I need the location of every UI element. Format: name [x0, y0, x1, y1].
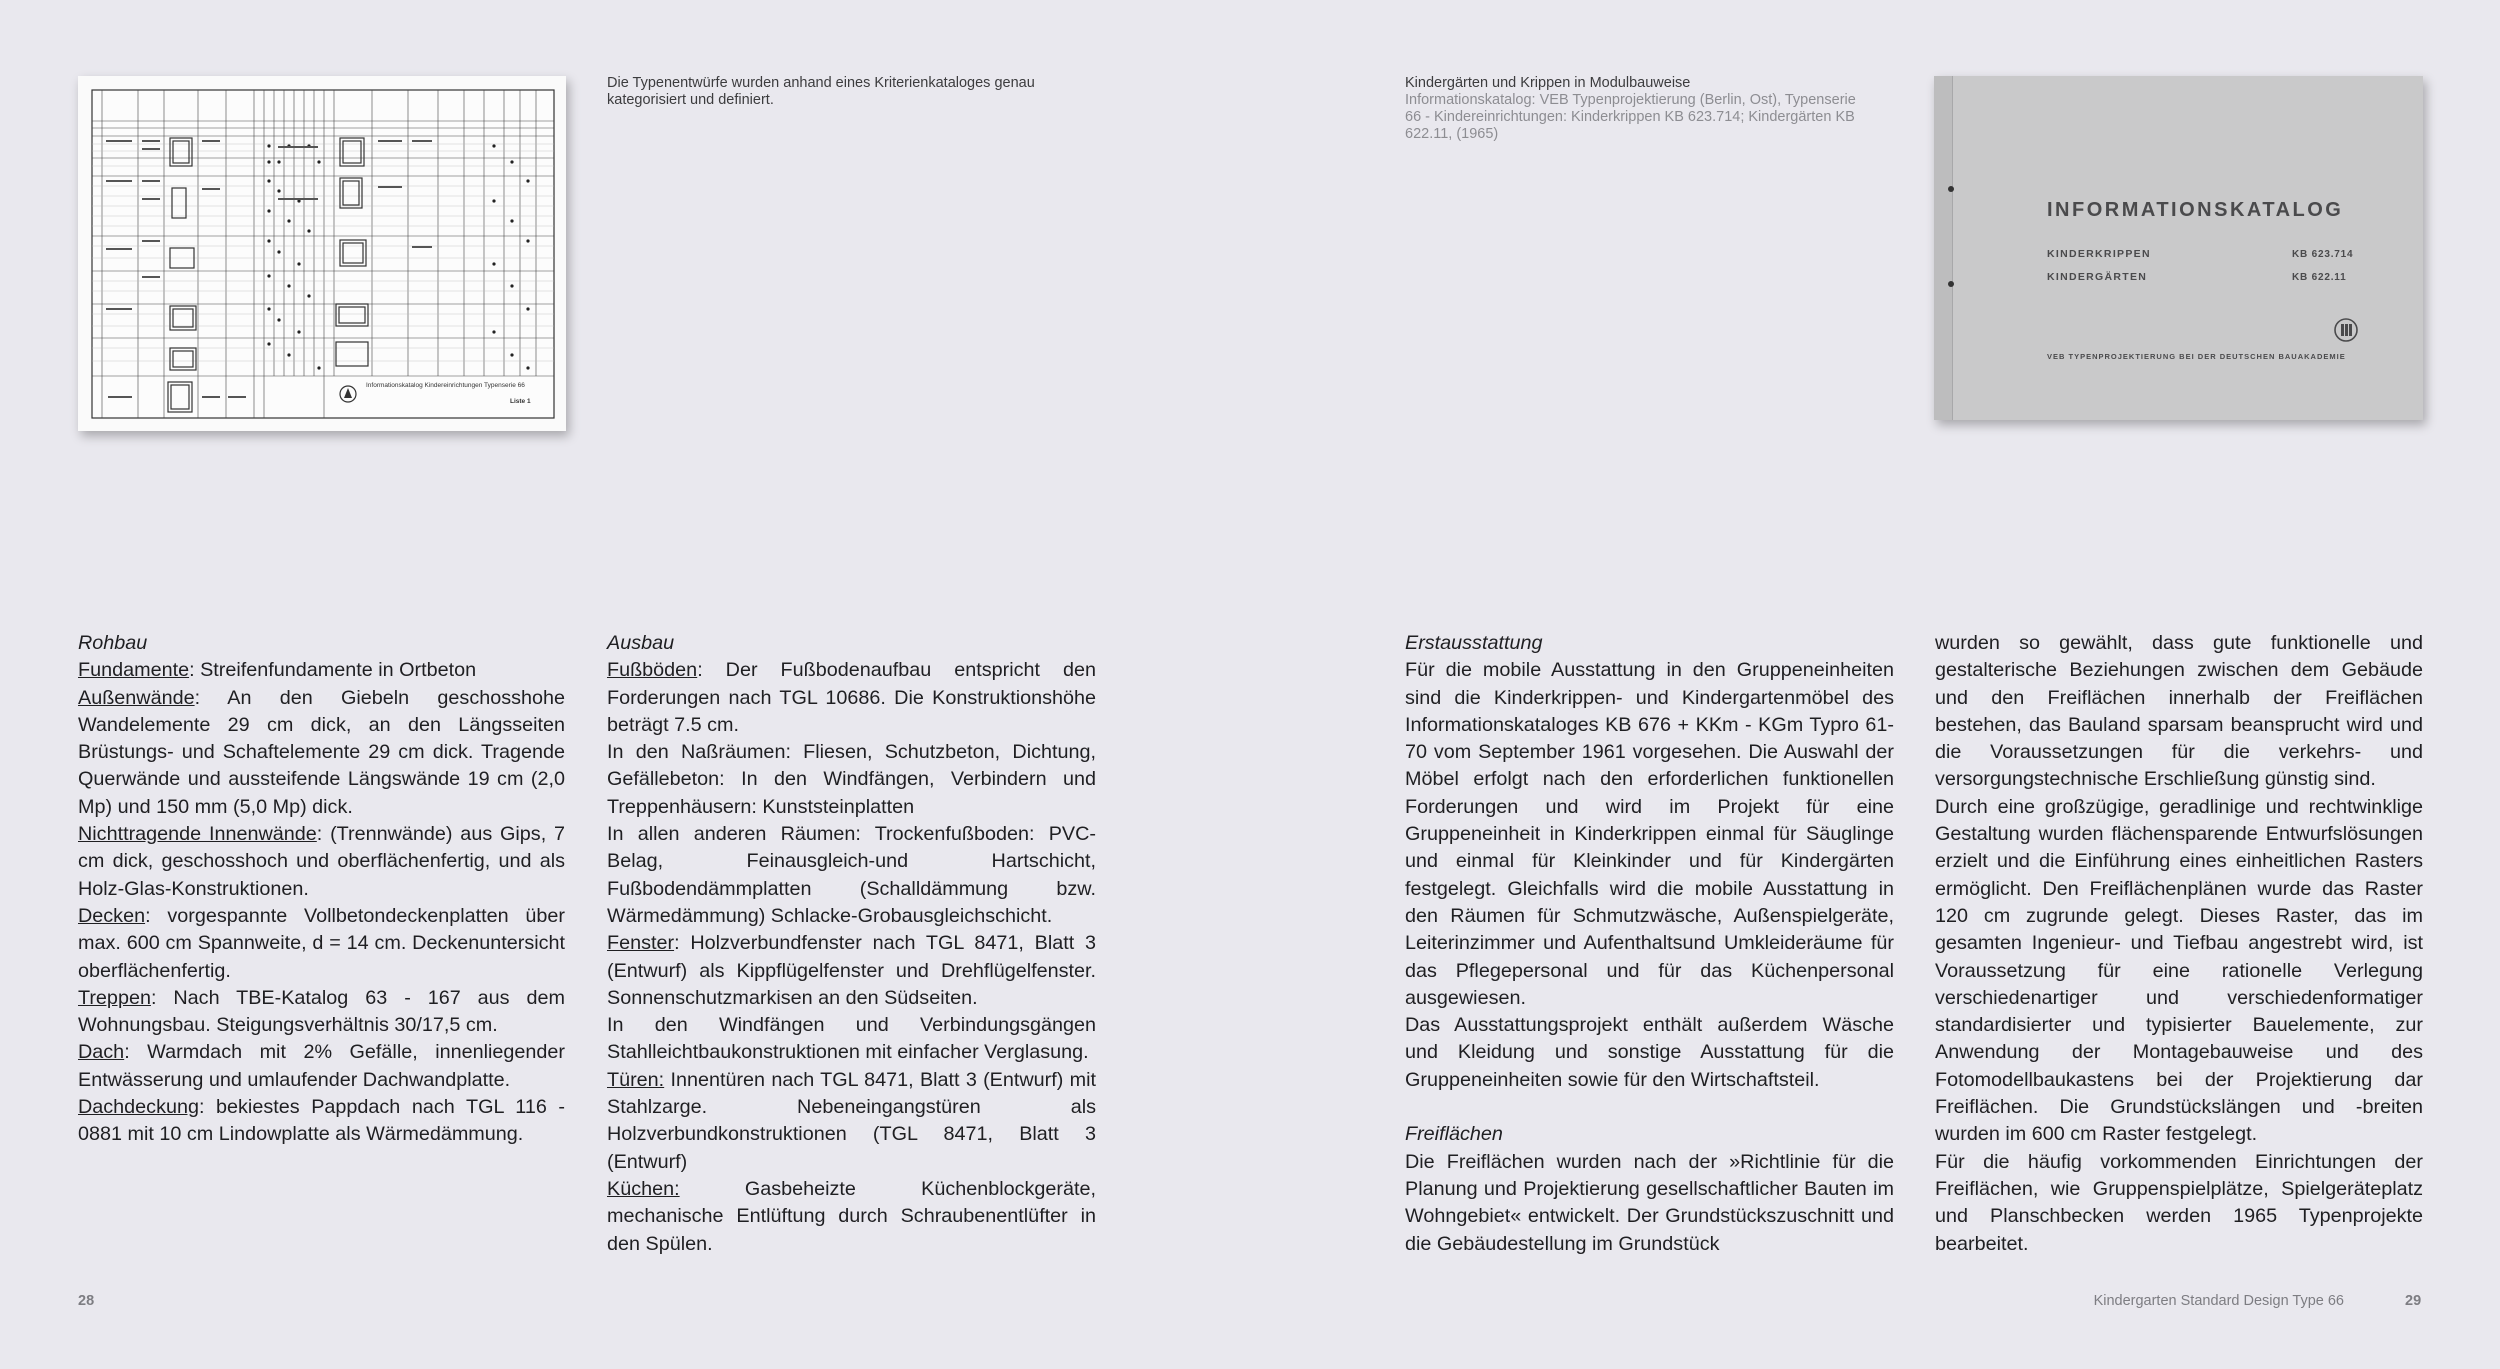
- erstausstattung-paragraph: Für die mobile Ausstattung in den Gruppeneinheiten sind die Kinderkrippen- und Kindergartenmöbel des Informationskataloges KB 676 + KKm - KGm Typro 61-70 vom September 1961 vorgesehen. Die Auswahl der Möbel erfolgt nach den erforderlichen funktionellen Forderungen und wird im Projekt für eine Gruppeneinheit in Kinderkrippen einmal für Säuglinge und einmal für Kleinkinder und für Kindergärten festgelegt. Gleichfalls wird die mobile Ausstattung in den Räumen für Schmutzwäsche, Außenspielgeräte, Leiterinzimmer und Aufenthaltsund Umkleideräume für das Pflegepersonal und für das Küchenpersonal ausgewiesen.: [1405, 659, 1894, 1009]
- spec-item: [607, 1067, 1096, 1176]
- spec-item: [607, 821, 1096, 930]
- catalog-row1-label: KINDERKRIPPEN: [2047, 248, 2151, 260]
- table-footer-text: Informationskatalog Kindereinrichtungen Typenserie 66: [366, 382, 525, 389]
- catalog-cover-photo: [1934, 76, 2423, 420]
- spec-text: : Warmdach mit 2% Gefälle, innenliegender Entwässerung und umlaufender Dachwandplatte.: [78, 1041, 565, 1091]
- spec-text: : Streifenfundamente in Ortbeton: [189, 659, 477, 682]
- spec-item: [78, 685, 565, 821]
- spec-term: Dachdeckung: [78, 1096, 199, 1119]
- catalog-row2-label: KINDERGÄRTEN: [2047, 271, 2148, 283]
- spec-text: : Holzverbundfenster nach TGL 8471, Blatt 3 (Entwurf) als Kippflügelfenster und Drehflügelfenster. Sonnenschutzmarkisen an den Südseiten.: [607, 932, 1096, 1009]
- publisher-emblem-icon: [2332, 316, 2360, 344]
- spec-text: : bekiestes Pappdach nach TGL 116 - 0881 mit 10 cm Lindowplatte als Wärmedämmung.: [78, 1096, 565, 1146]
- rohbau-section: [78, 630, 565, 1149]
- freiflaechen-intro: Die Freiflächen wurden nach der »Richtlinie für die Planung und Projektierung gesellschaftlicher Bauten im Wohngebiet« entwickelt. Der Grundstückszuschnitt und die Gebäudestellung im Grundstück: [1405, 1150, 1894, 1255]
- freiflaechen-heading: Freiflächen: [1405, 1123, 1503, 1146]
- rohbau-items: [78, 657, 565, 1148]
- rohbau-heading: Rohbau: [78, 632, 148, 654]
- spec-term: Treppen: [78, 986, 151, 1009]
- table-sheet-label: Liste 1: [510, 398, 531, 405]
- ausbau-items: [607, 657, 1096, 1258]
- ausbau-heading: Ausbau: [607, 632, 675, 654]
- spec-text: : (Trennwände) aus Gips, 7 cm dick, geschosshoch und oberflächenfertig, und als Holz-Glas-Konstruktionen.: [78, 823, 566, 900]
- criteria-table-drawing: [78, 76, 566, 431]
- spec-text: In den Naßräumen: Fliesen, Schutzbeton, Dichtung, Gefällebeton: In den Windfängen, Verbindern und Treppenhäusern: Kunststeinplatten: [607, 741, 1096, 818]
- catalog-row1-code: KB 623.714: [2292, 249, 2354, 260]
- spec-term: Fenster: [607, 932, 675, 955]
- spec-term: Nichttragende Innenwände: [78, 823, 317, 846]
- erstausstattung-section: [1405, 630, 1894, 1258]
- spec-item: [78, 903, 565, 985]
- spec-term: Türen:: [607, 1068, 665, 1091]
- erstausstattung-paragraph: Das Ausstattungsprojekt enthält außerdem Wäsche und Kleidung und sonstige Ausstattung für die Gruppeneinheiten sowie für den Wirtschaftsteil.: [1405, 1014, 1894, 1091]
- criteria-table-photo: [78, 76, 566, 431]
- catalog-caption: [1405, 75, 1875, 143]
- spec-term: Außenwände: [78, 686, 195, 709]
- spec-item: [607, 1176, 1096, 1258]
- catalog-publisher: VEB TYPENPROJEKTIERUNG BEI DER DEUTSCHEN BAUAKADEMIE: [2047, 352, 2346, 361]
- binding-hole-icon: [1948, 186, 1954, 192]
- page-number-right: 29: [2405, 1293, 2422, 1309]
- spec-item: [78, 1039, 565, 1094]
- spec-term: Fundamente: [78, 659, 190, 682]
- freiflaechen-paragraph: Für die häufig vorkommenden Einrichtungen der Freiflächen, wie Gruppenspielplätze, Spielgeräteplatz und Planschbecken werden 1965 Typenprojekte bearbeitet.: [1935, 1150, 2423, 1255]
- spec-item: [607, 739, 1096, 821]
- spec-text: : vorgespannte Vollbetondeckenplatten über max. 600 cm Spannweite, d = 14 cm. Deckenuntersicht oberflächenfertig.: [78, 904, 565, 982]
- spec-text: Gasbeheizte Küchenblockgeräte, mechanische Entlüftung durch Schraubenentlüfter in den Spülen.: [607, 1177, 1096, 1255]
- catalog-caption-title: Kindergärten und Krippen in Modulbauweise: [1405, 75, 1691, 91]
- erstausstattung-heading: Erstausstattung: [1405, 632, 1543, 654]
- ausbau-section: [607, 630, 1096, 1258]
- spec-term: Küchen:: [607, 1177, 680, 1200]
- spec-term: Decken: [78, 904, 146, 927]
- spec-term: Fußböden: [607, 659, 698, 682]
- spec-item: [607, 1012, 1096, 1067]
- freiflaechen-paragraph: Durch eine großzügige, geradlinige und rechtwinklige Gestaltung wurden flächensparende Entwurfslösungen erzielt und die Einführung eines einheitlichen Rasters ermöglicht. Den Freiflächenplänen wurde das Raster 120 cm zugrunde gelegt. Dieses Raster, das im gesamten Ingenieur- und Tiefbau angestrebt wird, ist Voraussetzung für eine rationelle Verlegung verschiedenartiger und verschiedenformatiger standardisierter und typisierter Bauelemente, zur Anwendung der Montagebauweise und des Fotomodellbaukastens bei der Projektierung dar Freiflächen. Die Grundstückslängen und -breiten wurden im 600 cm Raster festgelegt.: [1935, 795, 2423, 1146]
- binding-hole-icon: [1948, 281, 1954, 287]
- spec-item: [78, 657, 565, 684]
- spec-item: [78, 985, 565, 1040]
- freiflaechen-continued: [1935, 630, 2423, 1258]
- spec-item: [78, 821, 565, 903]
- catalog-caption-source: Informationskatalog: VEB Typenprojektierung (Berlin, Ost), Typenserie 66 - Kindereinrichtungen: Kinderkrippen KB 623.714; Kindergärten KB 622.11, (1965): [1405, 92, 1856, 142]
- spec-item: [607, 930, 1096, 1012]
- catalog-row2-code: KB 622.11: [2292, 272, 2347, 283]
- catalog-title: INFORMATIONSKATALOG: [2047, 199, 2344, 221]
- spec-item: [78, 1094, 565, 1149]
- spec-term: Dach: [78, 1041, 125, 1064]
- catalog-binding-strip: [1934, 76, 1953, 420]
- spec-text: : An den Giebeln geschosshohe Wandelemente 29 cm dick, an den Längsseiten Brüstungs- und Schaftelemente 29 cm dick. Tragende Querwände und aussteifende Längswände 19 cm (2,0 Mp) und 150 mm (5,0 Mp) dick.: [78, 686, 565, 818]
- spec-text: In allen anderen Räumen: Trockenfußboden: PVC-Belag, Feinausgleich-und Hartschicht, Fußbodendämmplatten (Schalldämmung bzw. Wärmedämmung) Schlacke-Grobausgleichschicht.: [607, 823, 1096, 927]
- spec-text: : Nach TBE-Katalog 63 - 167 aus dem Wohnungsbau. Steigungsverhältnis 30/17,5 cm.: [78, 986, 565, 1037]
- spec-item: [607, 657, 1096, 739]
- spec-text: Innentüren nach TGL 8471, Blatt 3 (Entwurf) mit Stahlzarge. Nebeneingangstüren als Holzverbundkonstruktionen (TGL 8471, Blatt 3 (Entwurf): [607, 1068, 1096, 1173]
- page-number-left: 28: [78, 1293, 95, 1309]
- spec-text: : Der Fußbodenaufbau entspricht den Forderungen nach TGL 10686. Die Konstruktionshöhe beträgt 7.5 cm.: [607, 659, 1096, 736]
- spec-text: In den Windfängen und Verbindungsgängen Stahlleichtbaukonstruktionen mit einfacher Verglasung.: [607, 1014, 1096, 1064]
- freiflaechen-paragraph: wurden so gewählt, dass gute funktionelle und gestalterische Beziehungen zwischen dem Gebäude und den Freiflächen innerhalb der Freiflächen bestehen, das Bauland sparsam beansprucht wird und die Voraussetzungen für die verkehrs- und versorgungstechnische Erschließung günstig sind.: [1935, 632, 2423, 791]
- table-caption: Die Typenentwürfe wurden anhand eines Kriterienkataloges genau kategorisiert und definiert.: [607, 75, 1035, 108]
- running-footer-title: Kindergarten Standard Design Type 66: [2093, 1293, 2344, 1309]
